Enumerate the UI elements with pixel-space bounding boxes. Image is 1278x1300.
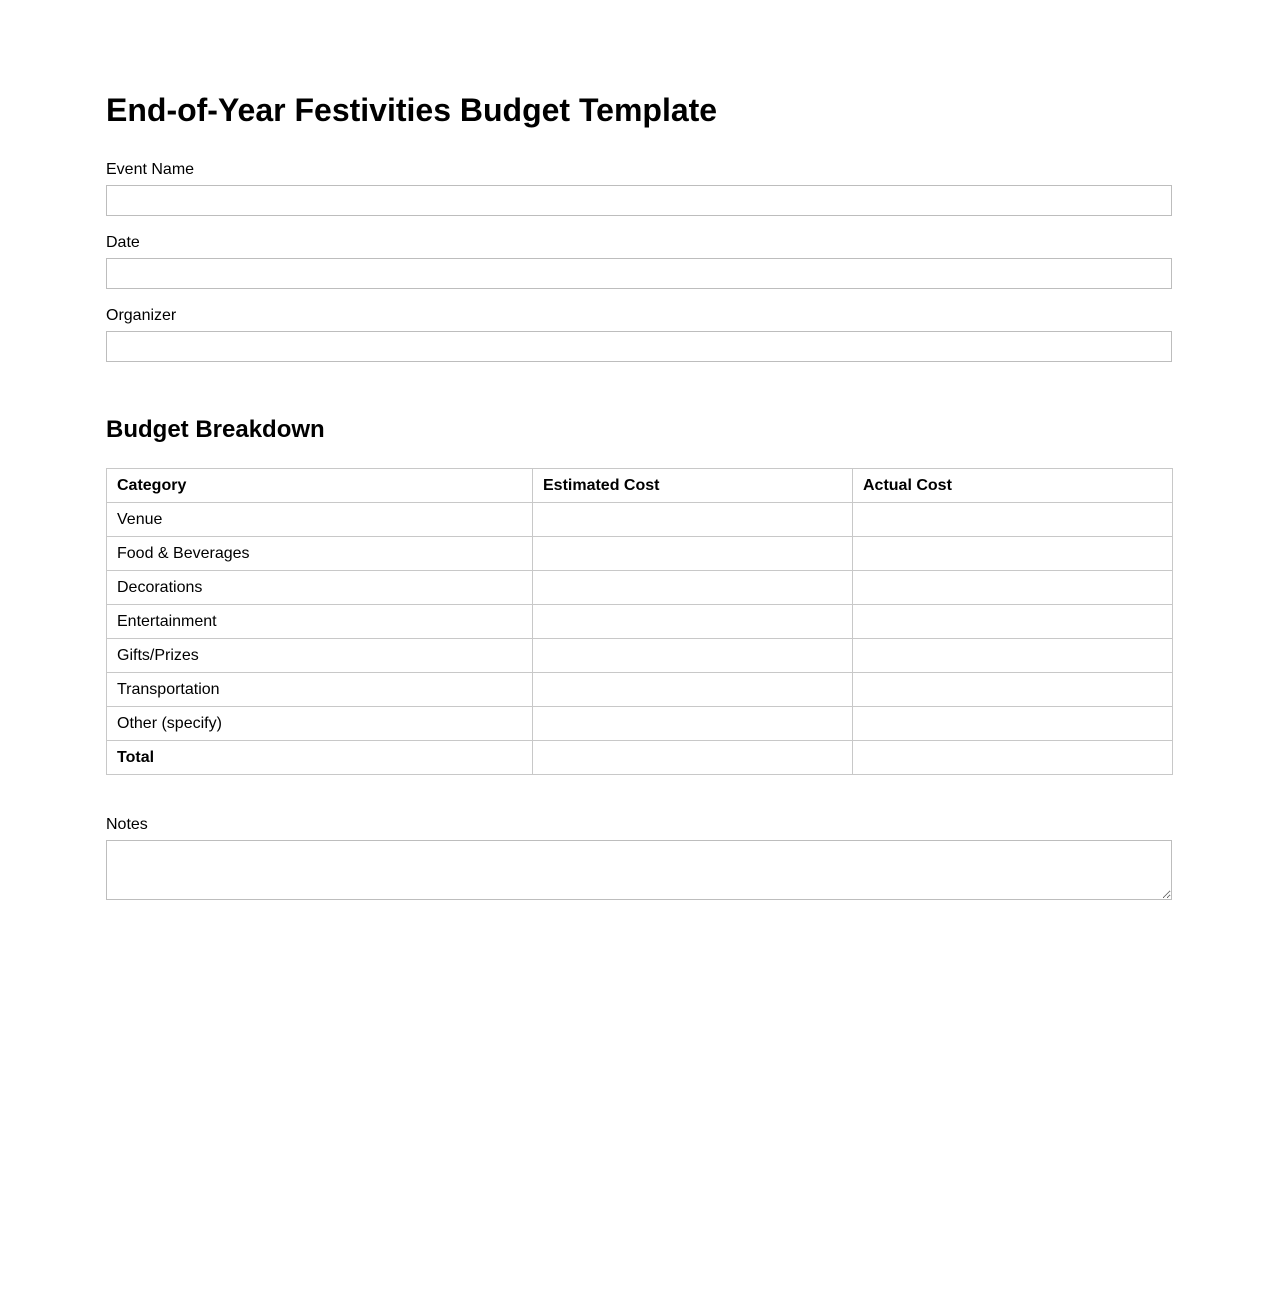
table-row (107, 707, 1173, 741)
estimated-cost-cell[interactable] (533, 673, 853, 707)
actual-cost-cell[interactable] (853, 707, 1173, 741)
estimated-cost-cell[interactable] (533, 605, 853, 639)
category-cell: Gifts/Prizes (107, 639, 533, 673)
category-cell: Venue (107, 503, 533, 537)
budget-table (106, 468, 1173, 775)
estimated-cost-cell[interactable] (533, 639, 853, 673)
actual-cost-cell[interactable] (853, 639, 1173, 673)
actual-cost-cell[interactable] (853, 571, 1173, 605)
page-title: End-of-Year Festivities Budget Template (106, 92, 718, 128)
category-cell: Food & Beverages (107, 537, 533, 571)
table-row (107, 571, 1173, 605)
total-actual-cell[interactable] (853, 741, 1173, 775)
total-row (107, 741, 1173, 775)
estimated-cost-cell[interactable] (533, 503, 853, 537)
budget-breakdown-heading: Budget Breakdown (106, 416, 325, 443)
column-header-category: Category (107, 469, 533, 503)
date-input[interactable] (106, 258, 1172, 289)
category-cell: Other (specify) (107, 707, 533, 741)
category-cell: Decorations (107, 571, 533, 605)
column-header-actual-cost: Actual Cost (853, 469, 1173, 503)
table-row (107, 639, 1173, 673)
estimated-cost-cell[interactable] (533, 537, 853, 571)
table-row (107, 605, 1173, 639)
notes-label: Notes (106, 816, 148, 833)
actual-cost-cell[interactable] (853, 537, 1173, 571)
table-row (107, 673, 1173, 707)
organizer-input[interactable] (106, 331, 1172, 362)
date-label: Date (106, 234, 140, 251)
category-cell: Transportation (107, 673, 533, 707)
event-name-input[interactable] (106, 185, 1172, 216)
actual-cost-cell[interactable] (853, 503, 1173, 537)
column-header-estimated-cost: Estimated Cost (533, 469, 853, 503)
table-row (107, 537, 1173, 571)
category-cell: Entertainment (107, 605, 533, 639)
total-estimated-cell[interactable] (533, 741, 853, 775)
total-label: Total (107, 741, 533, 775)
table-row (107, 503, 1173, 537)
estimated-cost-cell[interactable] (533, 571, 853, 605)
notes-textarea[interactable] (106, 840, 1172, 900)
estimated-cost-cell[interactable] (533, 707, 853, 741)
table-header-row (107, 469, 1173, 503)
actual-cost-cell[interactable] (853, 605, 1173, 639)
actual-cost-cell[interactable] (853, 673, 1173, 707)
event-name-label: Event Name (106, 161, 195, 178)
organizer-label: Organizer (106, 307, 177, 324)
